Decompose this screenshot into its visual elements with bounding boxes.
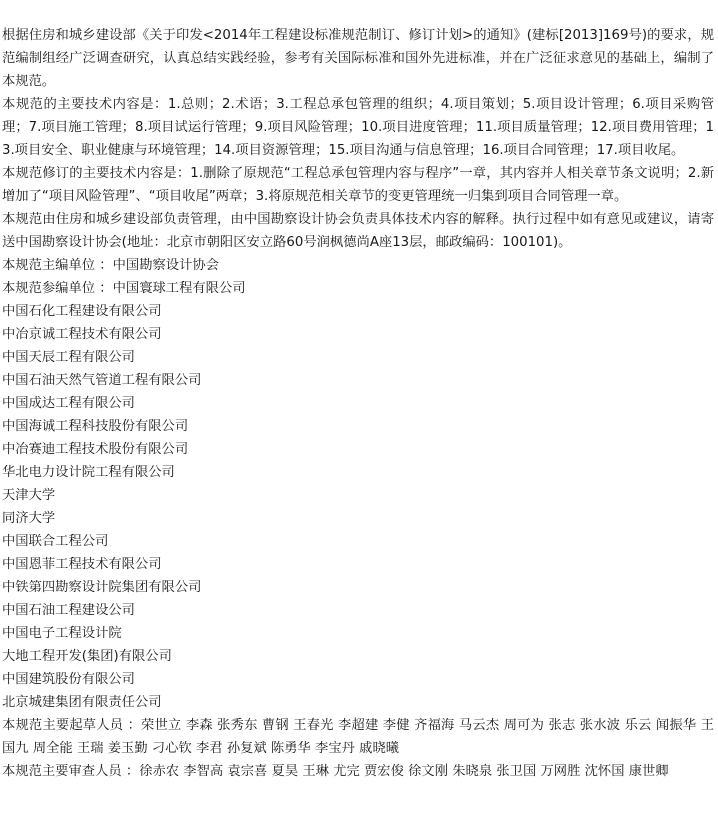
list-item: 中国石油天然气管道工程有限公司 <box>2 373 202 388</box>
management-paragraph: 本规范由住房和城乡建设部负责管理，由中国勘察设计协会负责具体技术内容的解释。执行过程中如有意见或建议，请寄送中国勘察设计协会(地址：北京市朝阳区安立路60号润枫德尚A座13层，邮政编码：100101)。 <box>2 212 714 250</box>
intro-paragraph: 根据住房和城乡建设部《关于印发<2014年工程建设标准规范制订、修订计划>的通知》(建标[2013]169号)的要求，规范编制组经广泛调查研究，认真总结实践经验，参考有关国际标准和国外先进标准，并在广泛征求意见的基础上，编制了本规范。 <box>2 28 714 89</box>
list-item: 中国天辰工程有限公司 <box>2 350 135 365</box>
list-item: 同济大学 <box>2 511 56 526</box>
list-item: 中国电子工程设计院 <box>2 626 122 641</box>
participating-units-list <box>2 300 714 714</box>
main-content-paragraph: 本规范的主要技术内容是：1.总则；2.术语；3.工程总承包管理的组织；4.项目策划；5.项目设计管理；6.项目采购管理；7.项目施工管理；8.项目试运行管理；9.项目风险管理；10.项目进度管理；11.项目质量管理；12.项目费用管理；13.项目安全、职业健康与环境管理；14.项目资源管理；15.项目沟通与信息管理；16.项目合同管理；17.项目收尾。 <box>2 97 714 158</box>
list-item: 中国建筑股份有限公司 <box>2 672 135 687</box>
revision-content-paragraph: 本规范修订的主要技术内容是：1.删除了原规范“工程总承包管理内容与程序”一章，其内容并人相关章节条文说明；2.新增加了“项目风险管理”、“项目收尾”两章；3.将原规范相关章节的变更管理统一归集到项目合同管理一章。 <box>2 166 714 204</box>
participating-units-intro: 本规范参编单位 ：中国寰球工程有限公司 <box>2 281 246 296</box>
list-item: 中国海诚工程科技股份有限公司 <box>2 419 189 434</box>
list-item: 中国石化工程建设有限公司 <box>2 304 162 319</box>
list-item: 大地工程开发(集团)有限公司 <box>2 649 172 664</box>
list-item: 中国成达工程有限公司 <box>2 396 135 411</box>
list-item: 中国联合工程公司 <box>2 534 109 549</box>
chief-unit: 本规范主编单位 ：中国勘察设计协会 <box>2 258 219 273</box>
list-item: 中冶京诚工程技术有限公司 <box>2 327 162 342</box>
reviewers-paragraph: 本规范主要审查人员 ：徐赤农 李智高 袁宗喜 夏昊 王琳 尤完 贾宏俊 徐文刚 朱晓泉 张卫国 万网胜 沈怀国 康世卿 <box>2 764 669 779</box>
drafters-paragraph: 本规范主要起草人员 ：荣世立 李森 张秀东 曹钢 王春光 李超建 李健 齐福海 马云杰 周可为 张志 张水波 乐云 闻振华 王国九 周全能 王瑞 姜玉勤 刁心钦 李君 孙复斌 陈勇华 李宝丹 戚晓曦 <box>2 718 714 756</box>
list-item: 北京城建集团有限责任公司 <box>2 695 162 710</box>
list-item: 中国石油工程建设公司 <box>2 603 135 618</box>
list-item: 天津大学 <box>2 488 56 503</box>
list-item: 中国恩菲工程技术有限公司 <box>2 557 162 572</box>
list-item: 中铁第四勘察设计院集团有限公司 <box>2 580 202 595</box>
list-item: 中冶赛迪工程技术股份有限公司 <box>2 442 189 457</box>
list-item: 华北电力设计院工程有限公司 <box>2 465 175 480</box>
